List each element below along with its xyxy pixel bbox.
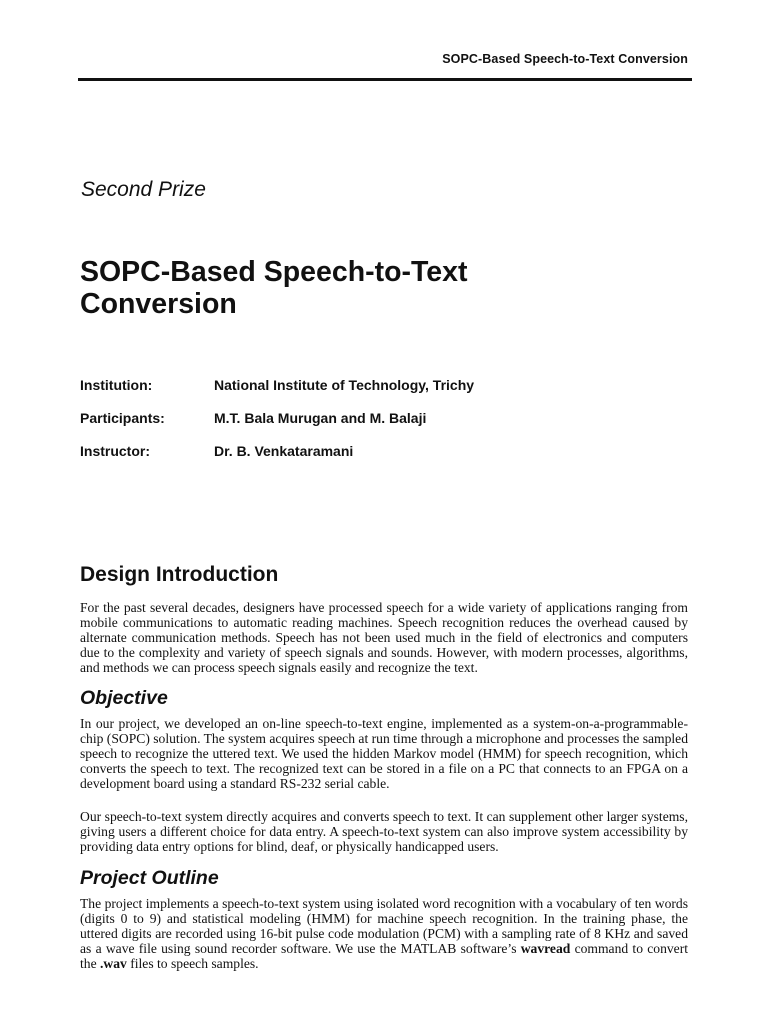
- project-outline-paragraph: [80, 896, 688, 971]
- outline-text-2: command to convert the: [80, 941, 688, 971]
- meta-label: Participants:: [80, 410, 165, 426]
- objective-paragraph-1: In our project, we developed an on-line speech-to-text engine, implemented as a system-on-a-programmable-chip (SOPC) solution. The system acquires speech at run time through a microphone and processes the sampled speech to recognize the uttered text. We used the hidden Markov model (HMM) for speech recognition, which converts the speech to text. The recognized text can be stored in a file on a PC that connects to an FPGA on a development board using a standard RS-232 serial cable.: [80, 716, 688, 791]
- section-heading-design-introduction: Design Introduction: [80, 563, 279, 586]
- award-label: Second Prize: [81, 178, 206, 201]
- wavread-command: wavread: [520, 941, 571, 956]
- wav-extension: .wav: [100, 956, 127, 971]
- meta-value: National Institute of Technology, Trichy: [214, 377, 475, 393]
- header-rule: [78, 78, 692, 81]
- design-intro-paragraph: For the past several decades, designers have processed speech for a wide variety of applications ranging from mobile communications to automatic reading machines. Speech recognition reduces the overhead caused by alternate communication methods. Speech has not been used much in the field of electronics and computers due to the complexity and variety of speech signals and sounds. However, with modern processes, algorithms, and methods we can process speech signals easily and recognize the text.: [80, 600, 688, 675]
- outline-text-3: files to speech samples.: [126, 956, 259, 971]
- outline-text-1: The project implements a speech-to-text system using isolated word recognition with a vocabulary of ten words (digits 0 to 9) and statistical modeling (HMM) for machine speech recognition. In the training phase, the uttered digits are recorded using 16-bit pulse code modulation (PCM) with a sampling rate of 8 KHz and saved as a wave file using sound recorder software. We use the MATLAB software’s: [80, 896, 688, 956]
- meta-value: M.T. Bala Murugan and M. Balaji: [214, 410, 427, 426]
- objective-paragraph-2: Our speech-to-text system directly acquires and converts speech to text. It can supplement other larger systems, giving users a different choice for data entry. A speech-to-text system can also improve system accessibility by providing data entry options for blind, deaf, or physically handicapped users.: [80, 809, 688, 854]
- title-line-1: SOPC-Based Speech-to-Text: [80, 256, 468, 288]
- meta-label: Institution:: [80, 377, 153, 393]
- section-heading-objective: Objective: [80, 687, 168, 709]
- meta-label: Instructor:: [80, 443, 150, 459]
- paper-title: [80, 256, 680, 320]
- title-line-2: Conversion: [80, 288, 237, 320]
- running-header: SOPC-Based Speech-to-Text Conversion: [442, 52, 688, 66]
- meta-value: Dr. B. Venkataramani: [214, 443, 354, 459]
- section-heading-project-outline: Project Outline: [80, 867, 219, 889]
